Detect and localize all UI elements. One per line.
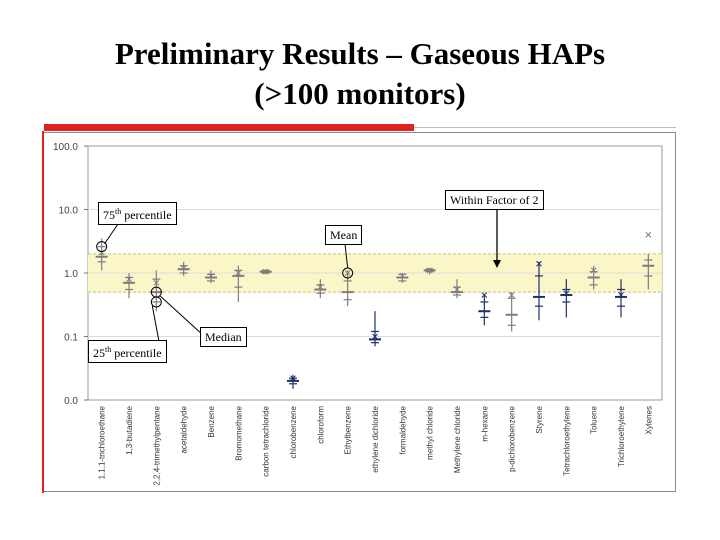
slide-title-line2: (>100 monitors) [254, 76, 466, 111]
median-label: Median [205, 330, 242, 344]
within-factor-label: Within Factor of 2 [450, 193, 539, 207]
x-category-label: Toluene [589, 406, 599, 435]
x-category-label: chlorobenzene [289, 406, 298, 459]
p75-annotation [98, 202, 177, 225]
x-category-label: p-dichlorobenzene [507, 406, 517, 472]
x-category-label: Tetrachloroethylene [562, 406, 572, 476]
x-category-label: Methylene chloride [453, 406, 462, 474]
p75-ordinal: th [115, 207, 122, 216]
x-category-label: methyl chloride [425, 406, 435, 460]
x-category-label: 2,2,4-trimethylpentane [152, 406, 162, 486]
x-category-label: Xylenes [644, 406, 654, 435]
x-category-label: Styrene [535, 406, 544, 434]
x-category-label: 1,1,1-trichloroethane [97, 406, 107, 480]
y-tick-label: 1.0 [64, 269, 78, 280]
y-tick-label: 100.0 [52, 142, 78, 153]
median-annotation [200, 327, 247, 347]
mean-label: Mean [330, 228, 358, 242]
within-factor-annotation [445, 190, 544, 210]
x-category-label: carbon tetrachloride [261, 406, 271, 477]
x-category-label: acetaldehyde [179, 406, 189, 454]
x-category-label: chloroform [316, 406, 326, 444]
p75-label: percentile [121, 208, 172, 222]
mean-annotation [325, 225, 362, 245]
p25-label: percentile [111, 346, 162, 360]
x-category-label: Ethylbenzene [343, 406, 353, 455]
x-category-label: ethylene dichloride [371, 406, 380, 473]
p25-annotation [88, 340, 167, 363]
p25-number: 25 [93, 346, 105, 360]
x-category-label: Benzene [207, 406, 216, 438]
y-tick-label: 0.0 [64, 396, 78, 407]
x-category-label: Trichloroethylene [617, 406, 626, 468]
slide-title-line1: Preliminary Results – Gaseous HAPs [114, 36, 606, 71]
y-tick-label: 0.1 [64, 332, 78, 344]
x-category-label: Bromomethane [234, 406, 244, 461]
p75-number: 75 [103, 208, 115, 222]
y-tick-label: 10.0 [58, 205, 78, 217]
x-category-label: m-hexane [480, 406, 490, 442]
x-category-label: 1,3-butadiene [125, 406, 134, 455]
p25-ordinal: th [105, 345, 112, 354]
x-category-label: formaldehyde [398, 406, 408, 455]
